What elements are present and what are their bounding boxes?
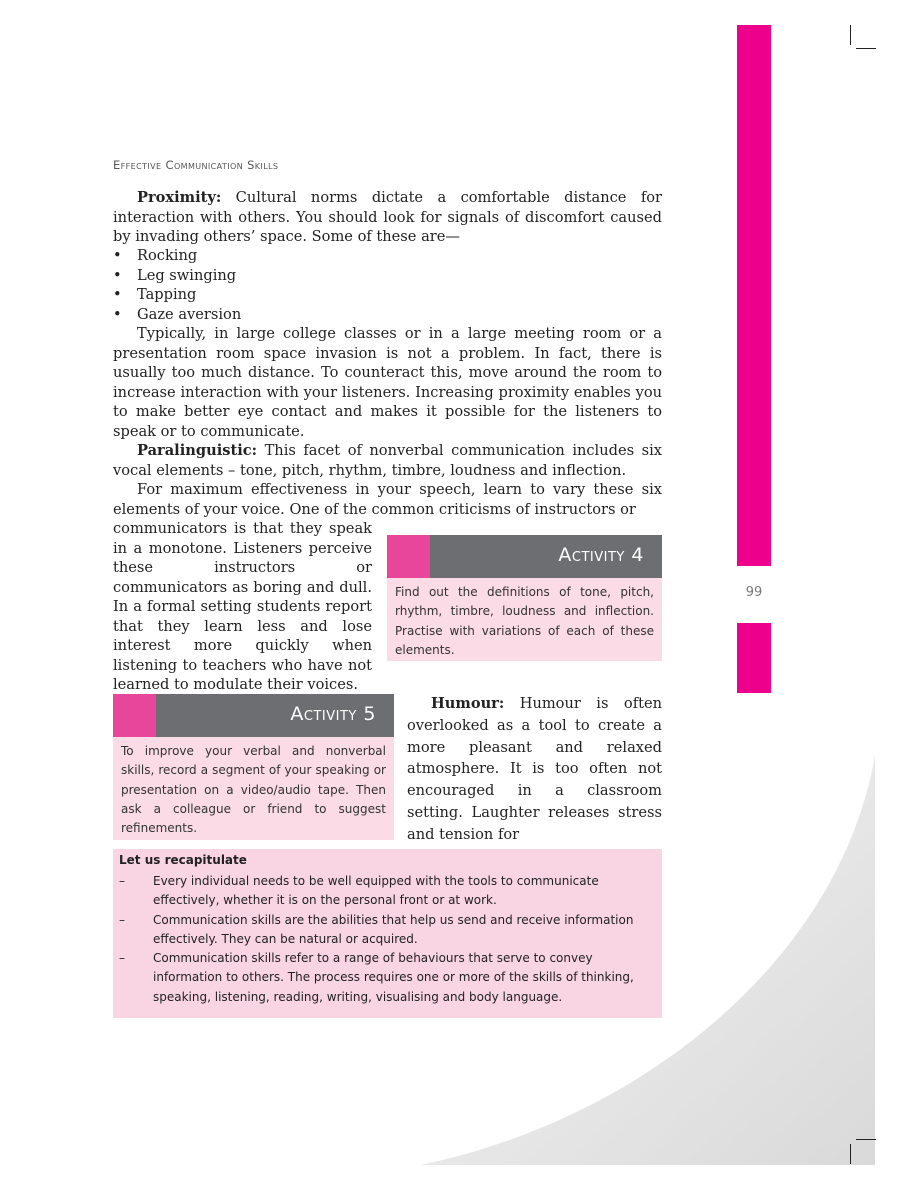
page-number: 99 [745,585,763,600]
recap-item [113,949,653,1007]
list-item [113,266,241,286]
crop-mark-bottom-horizontal [856,1139,876,1140]
activity-5-box [113,694,394,840]
recap-item-text: Communication skills refer to a range of behaviours that serve to convey information to others. The process requires one or more of the skills of thinking, speaking, listening, reading, writing, visualising and body language. [153,951,634,1004]
recap-dash: – [119,912,125,927]
list-item-text: Tapping [137,286,197,303]
bullet-symbol: • [113,305,122,323]
humour-text: Humour is often overlooked as a tool to create a more pleasant and relaxed atmosphere. It is too often not encouraged in a classroom setting. Laughter releases stress and tension for [407,695,662,843]
maximum-effectiveness-paragraph: For maximum effectiveness in your speech, learn to vary these six elements of your voice. One of the common criticisms of instructors or [113,481,662,518]
proximity-heading: Proximity: [137,189,222,206]
typically-paragraph: Typically, in large college classes or in a large meeting room or a presentation room space invasion is not a problem. In fact, there is usually too much distance. To counteract this, move around the room to increase interaction with your listeners. Increasing proximity enables you to make better eye contact and makes it possible for the listeners to speak or to communicate. [113,325,662,440]
list-item-text: Leg swinging [137,266,237,284]
list-item-text: Gaze aversion [137,305,242,323]
bullet-symbol: • [113,247,122,264]
proximity-paragraph [113,188,662,247]
crop-mark-bottom-vertical [850,1144,851,1164]
recap-item [113,872,653,911]
crop-mark-top-vertical [850,25,851,45]
activity-5-text: To improve your verbal and nonverbal skills, record a segment of your speaking or presentation on a video/audio tape. Then ask a colleague or friend to suggest refinements. [113,737,394,840]
paralinguistic-heading: Paralinguistic: [137,442,258,459]
list-item [113,246,241,266]
proximity-text: Cultural norms dictate a comfortable distance for interaction with others. You should look for signals of discomfort caused by invading others’ space. Some of these are— [113,189,663,245]
recap-dash: – [119,874,125,888]
paralinguistic-paragraph [113,441,662,480]
humour-paragraph [407,693,662,846]
list-item [113,305,241,325]
humour-heading: Humour: [431,695,505,712]
bullet-symbol: • [113,266,122,284]
activity-4-marker [387,535,430,578]
discomfort-signals-list [113,246,241,324]
side-tab-lower [737,623,771,693]
activity-4-text: Find out the definitions of tone, pitch, rhythm, timbre, loudness and inflection. Practise with variations of each of these elements. [387,578,662,661]
recap-item [113,911,653,950]
crop-mark-top-horizontal [856,48,876,49]
running-head: Effective Communication Skills [113,158,279,172]
side-tab-upper [737,25,771,566]
recap-item-text: Every individual needs to be well equipped with the tools to communicate effectively, whether it is on the personal front or at work. [153,874,599,908]
activity-4-header [387,535,662,578]
list-item-text: Rocking [137,247,198,264]
maximum-effectiveness-continued: communicators is that they speak in a monotone. Listeners perceive these instructors or communicators as boring and dull. In a formal setting students report that they learn less and lose interest more quickly when listening to teachers who have not learned to modulate their voices. [113,520,372,693]
activity-5-marker [113,694,156,737]
activity-5-header [113,694,394,737]
recap-title: Let us recapitulate [119,853,247,867]
recap-list [113,872,653,1007]
activity-4-title: Activity 4 [558,544,644,566]
recap-box [113,849,662,1018]
activity-4-box [387,535,662,661]
recap-dash: – [119,951,125,966]
recap-item-text: Communication skills are the abilities that help us send and receive information effectively. They can be natural or acquired. [153,912,634,946]
bullet-symbol: • [113,286,122,303]
activity-5-title: Activity 5 [290,703,376,725]
paralinguistic-text: This facet of nonverbal communication includes six vocal elements – tone, pitch, rhythm, timbre, loudness and inflection. [113,442,663,479]
list-item [113,285,241,305]
